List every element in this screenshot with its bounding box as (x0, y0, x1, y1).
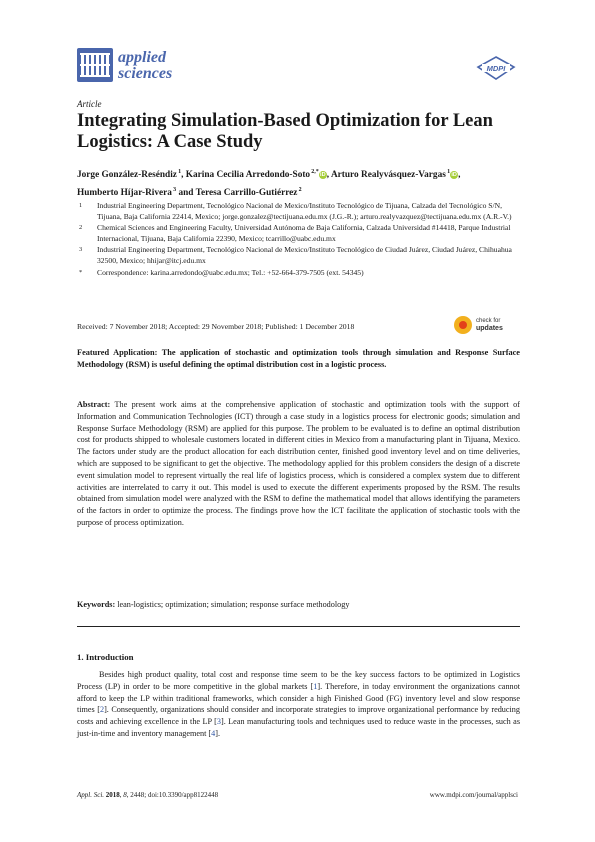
intro-text: ]. (215, 728, 221, 738)
author-name: Karina Cecilia Arredondo-Soto (185, 170, 311, 181)
section-heading: 1. Introduction (77, 652, 134, 662)
intro-text: ]. Therefore, in today environment the organizations cannot afford to keep the LP within traditional frameworks, which consider a high Finished Good (FG) inventory level and slow response times [ (77, 681, 521, 715)
publication-dates: Received: 7 November 2018; Accepted: 29 November 2018; Published: 1 December 2018 (77, 322, 355, 331)
featured-text: The application of stochastic and optimization tools through simulation and Response Surface Methodology (RSM) is useful defining the optimal distribution cost in a logistic process. (77, 348, 520, 369)
check-updates-label (476, 318, 503, 332)
author-separator: and (176, 188, 196, 199)
footer-volume: 8 (123, 791, 127, 799)
intro-text: Besides high product quality, total cost and response time seem to be the key success factors to be optimized in Logistics Process (LP) in order to be more competitive in the global markets [ (77, 670, 520, 691)
footer-journal-url[interactable]: www.mdpi.com/journal/applsci (429, 791, 518, 799)
footer-year: 2018 (105, 791, 120, 799)
author-name: Teresa Carrillo-Gutiérrez (195, 188, 298, 199)
orcid-icon[interactable]: iD (320, 172, 326, 179)
author-separator: , (181, 170, 186, 181)
affiliation-text: Industrial Engineering Department, Tecnológico Nacional de Mexico/Instituto Tecnológico de Ciudad Juárez, Ciudad Juárez, Chihuahua 32500, Mexico; hhijar@itcj.edu.mx (97, 245, 512, 266)
check-for-updates-button[interactable] (454, 313, 518, 337)
check-updates-line2: updates (476, 325, 503, 332)
affiliation-item (77, 267, 517, 278)
orcid-icon[interactable]: iD (451, 172, 457, 179)
affiliation-item (77, 200, 517, 222)
affiliation-mark: 3 (79, 246, 83, 254)
citation-link[interactable]: 3 (216, 717, 221, 727)
journal-name-line1: applied (118, 49, 166, 66)
footer-journal: Appl. Sci. (77, 791, 105, 799)
author-list (77, 165, 522, 201)
mdpi-logo-icon (476, 56, 516, 80)
keywords-label: Keywords: (77, 600, 116, 609)
abstract-label: Abstract: (77, 400, 111, 409)
author-separator: , (326, 170, 331, 181)
author-separator: , (458, 170, 461, 181)
affiliation-mark: 2 (79, 224, 83, 232)
footer-citation: Appl. Sci. 2018, 8, 2448; doi:10.3390/app8122448 (77, 791, 219, 799)
article-title: Integrating Simulation-Based Optimization for Lean Logistics: A Case Study (77, 111, 493, 152)
intro-text: ]. Consequently, organizations should consider and incorporate strategies to improve organizational performance by reducing costs and achieving excellence in the LP [ (77, 705, 520, 727)
check-updates-line1: check for (476, 318, 501, 324)
affiliation-mark: 1 (79, 202, 83, 209)
author-name: Jorge González-Reséndiz (77, 170, 177, 181)
abstract-text: The present work aims at the comprehensive application of stochastic and optimization tools with the support of Information and Communication Technologies (ICT) through a case study in a logistics process for electronic goods; simulation and Response Surface Methodology (RSM) are applied for this purpose. The problem to be evaluated is to define an optimal distribution cost for products shipped to wholesale customers located in different cities in Mexico from a manufacturing plant in Tijuana, Mexico. The factors under study are the product allocation for each distribution center, finished good inventory level and on time deliveries, which are supposed to be significant to get the objective. The methodology applied for this problem considers the design of a discrete event simulation model to represent virtually the real life of logistics process, which is considered a complex system due to different activities are interrelated to carry it out. This model is used to execute the different experiments proposed by the RSM. The results obtained from simulation model were analyzed with the RSM to define the mathematical model that allows identifying the parameters of the factors in order to optimize the process. The findings prove how the ICT facilitate the application of stochastic tools with the purpose of process optimization. (77, 400, 520, 527)
citation-link[interactable]: 2 (99, 705, 105, 715)
affiliation-item (77, 222, 517, 244)
section-divider (77, 626, 520, 627)
article-type: Article (77, 99, 102, 109)
affiliation-text: Correspondence: karina.arredondo@uabc.edu.mx; Tel.: +52-664-379-7505 (ext. 54345) (97, 267, 364, 277)
affiliation-item (77, 244, 517, 266)
citation-link[interactable]: 4 (211, 728, 216, 738)
affiliations (77, 200, 517, 278)
author-affiliation-sup: 1 (178, 169, 182, 175)
author-affiliation-sup: 3 (173, 187, 177, 194)
author-name: Humberto Híjar-Rivera (77, 188, 172, 199)
keywords-text: lean-logistics; optimization; simulation; response surface methodology (115, 600, 350, 609)
author-affiliation-sup: 1 (447, 169, 451, 175)
journal-name-line2: sciences (118, 65, 173, 82)
author-affiliation-sup: 2 (298, 187, 302, 194)
citation-link[interactable]: 1 (313, 681, 318, 691)
footer-pages: , 2448; doi:10.3390/app8122448 (126, 791, 219, 799)
mdpi-logo-text: MDPI (486, 64, 506, 73)
intro-text: ]. Lean manufacturing tools and techniques used to reduce waste in the processes, such as just-in-time and inventory management [ (77, 717, 521, 738)
journal-logo-icon (77, 48, 113, 82)
author-name: Arturo Realyvásquez-Vargas (330, 170, 446, 181)
check-updates-icon (454, 316, 472, 334)
affiliation-text: Industrial Engineering Department, Tecnológico Nacional de Mexico/Instituto Tecnológico de Tijuana, Calzada del Tecnológico S/N, Tijuana, Baja California 22414, Mexico; jorge.gonzalez@tectijuana.edu.mx (J.G.-R.); arturo.realyvazquez@tectijuana.edu.mx (A.R.-V.) (97, 201, 512, 222)
introduction-paragraph (77, 669, 520, 740)
author-affiliation-sup: 2,* (311, 169, 319, 175)
featured-label: Featured Application: (77, 348, 158, 357)
affiliation-text: Chemical Sciences and Engineering Faculty, Universidad Autónoma de Baja California, Calzada Universidad #14418, Parque Industrial Internacional, Tijuana, Baja California 22390, Mexico; tcarrillo@uabc.edu.mx (97, 223, 511, 244)
journal-name (118, 50, 172, 82)
featured-application (77, 347, 520, 371)
affiliation-mark: * (79, 268, 83, 276)
abstract (77, 399, 520, 529)
keywords (77, 600, 520, 609)
